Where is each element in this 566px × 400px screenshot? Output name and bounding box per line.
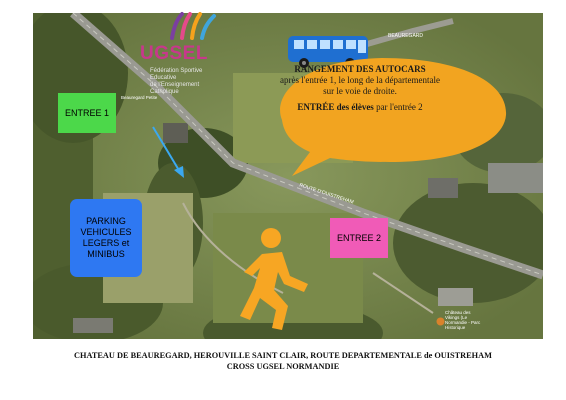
poi-line: Château des xyxy=(445,310,471,315)
caption-line-2: CROSS UGSEL NORMANDIE xyxy=(226,362,340,371)
callout-title: RANGEMENT DES AUTOCARS xyxy=(294,64,426,74)
callout-entry-bold: ENTRÉE des élèves xyxy=(297,102,374,112)
callout-entry-rest: par l'entrée 2 xyxy=(373,102,423,112)
callout-entry xyxy=(248,102,472,113)
entree-2-marker: ENTREE 2 xyxy=(330,218,388,258)
poi-line: Vikings (Le xyxy=(445,315,468,320)
logo-wordmark: UGSEL xyxy=(140,43,208,64)
runner-icon xyxy=(238,224,318,334)
arrow-icon xyxy=(150,124,190,182)
poi-line: Historique xyxy=(445,325,466,330)
parking-line: LEGERS et xyxy=(82,238,130,248)
parking-line: MINIBUS xyxy=(87,249,125,259)
entree-1-marker: ENTREE 1 xyxy=(58,93,116,133)
road-label-ouistreham: ROUTE D'OUISTREHAM xyxy=(298,182,355,206)
callout-line-2: sur le voie de droite. xyxy=(323,86,397,96)
logo-subtitle-line: de l'Enseignement Catholique xyxy=(150,82,200,95)
caption-line-1: CHATEAU DE BEAUREGARD, HEROUVILLE SAINT CLAIR, ROUTE DEPARTEMENTALE de OUISTREHAM xyxy=(74,351,492,360)
parking-line: VEHICULES xyxy=(80,227,132,237)
caption xyxy=(0,350,566,372)
poi-line: Normandie - Parc xyxy=(445,320,481,325)
poi-label-beauregard: Beauregard Petite xyxy=(121,95,158,100)
callout-text xyxy=(248,64,472,113)
parking-line: PARKING xyxy=(86,216,126,226)
logo-subtitle-line: Fédération Sportive Educative xyxy=(150,68,203,81)
parking-marker xyxy=(70,199,142,277)
callout-line-1: après l'entrée 1, le long de la départementale xyxy=(279,75,441,85)
road-label-beauregard: BEAUREGARD xyxy=(388,33,424,39)
